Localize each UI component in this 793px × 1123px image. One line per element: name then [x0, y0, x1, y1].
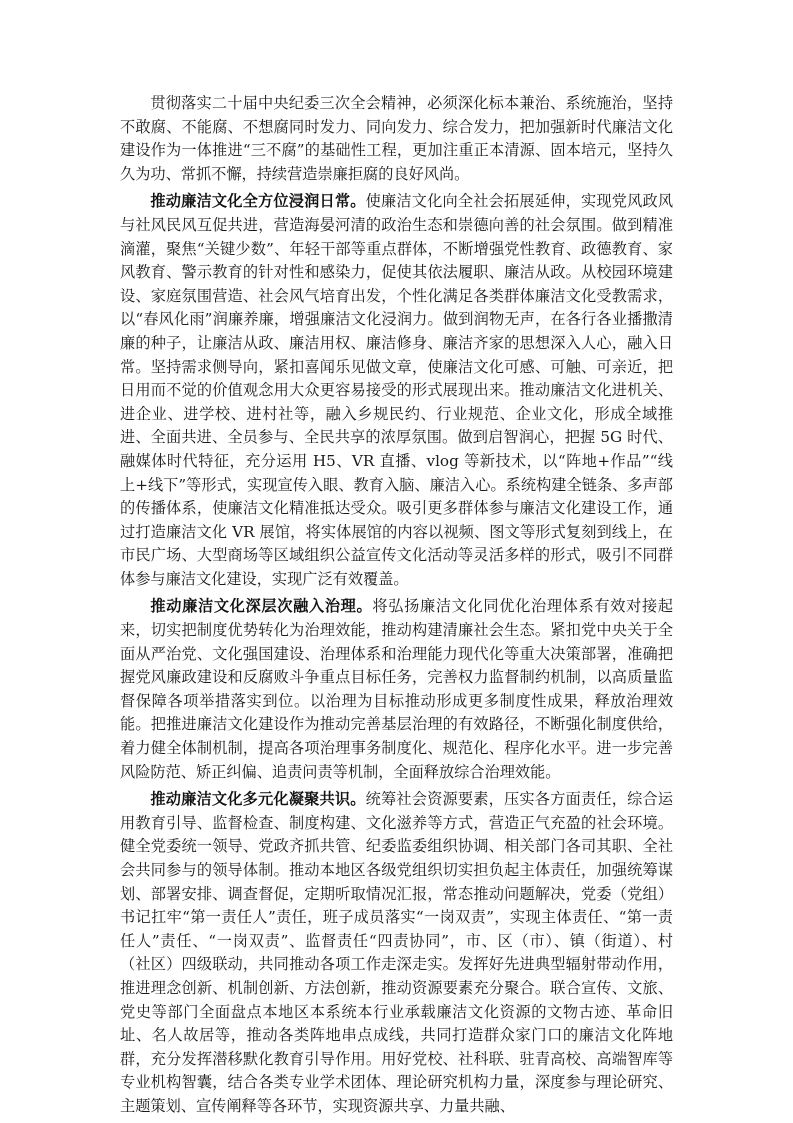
document-body — [120, 92, 673, 1123]
paragraph-daily-text: 使廉洁文化向全社会拓展延伸，实现党风政风与社风民风互促共进，营造海晏河清的政治生态和崇德向善的社会氛围。做到精准滴灌，聚焦“关键少数”、年轻干部等重点群体，不断增强党性教育、政德教育、家风教育、警示教育的针对性和感染力，促使其依法履职、廉洁从政。从校园环境建设、家庭氛围营造、社会风气培育出发，个性化满足各类群体廉洁文化受教需求，以“春风化雨”润廉养廉，增强廉洁文化浸润力。做到润物无声，在各行各业播撒清廉的种子，让廉洁从政、廉洁用权、廉洁修身、廉洁齐家的思想深入人心，融入日常。坚持需求侧导向，紧扣喜闻乐见做文章，使廉洁文化可感、可触、可亲近，把日用而不觉的价值观念用大众更容易接受的形式展现出来。推动廉洁文化进机关、进企业、进学校、进村社等，融入乡规民约、行业规范、企业文化，形成全域推进、全面共进、全员参与、全民共享的浓厚氛围。做到启智润心，把握 5G 时代、融媒体时代特征，充分运用 H5、VR 直播、vlog 等新技术，以“阵地+作品”“线上+线下”等形式，实现宣传入眼、教育入脑、廉洁入心。系统构建全链条、多声部的传播体系，使廉洁文化精准抵达受众。吸引更多群体参与廉洁文化建设工作，通过打造廉洁文化 VR 展馆，将实体展馆的内容以视频、图文等形式复刻到线上，在市民广场、大型商场等区域组织公益宣传文化活动等灵活多样的形式，吸引不同群体参与廉洁文化建设，实现广泛有效覆盖。 — [120, 192, 674, 588]
paragraph-intro-text: 贯彻落实二十届中央纪委三次全会精神，必须深化标本兼治、系统施治，坚持不敢腐、不能腐、不想腐同时发力、同向发力、综合发力，把加强新时代廉洁文化建设作为一体推进“三不腐”的基础性工程，更加注重正本清源、固本培元，坚持久久为功、常抓不懈，持续营造崇廉拒腐的良好风尚。 — [120, 94, 673, 183]
paragraph-consensus-text: 统筹社会资源要素，压实各方面责任，综合运用教育引导、监督检查、制度构建、文化滋养等方式，营造正气充盈的社会环境。健全党委统一领导、党政齐抓共管、纪委监委组织协调、相关部门各司其职、全社会共同参与的领导体制。推动本地区各级党组织切实担负起主体责任，加强统筹谋划、部署安排、调查督促，定期听取情况汇报，常态推动问题解决，党委（党组）书记扛牢“第一责任人”责任，班子成员落实“一岗双责”，实现主体责任、“第一责任人”责任、“一岗双责”、监督责任“四责协同”，市、区（市）、镇（街道）、村（社区）四级联动，共同推动各项工作走深走实。发挥好先进典型辐射带动作用，推进理念创新、机制创新、方法创新，推动资源要素充分聚合。联合宣传、文旅、党史等部门全面盘点本地区本系统本行业承载廉洁文化资源的文物古迹、革命旧址、名人故居等，推动各类阵地串点成线，共同打造群众家门口的廉洁文化阵地群，充分发挥潜移默化教育引导作用。用好党校、社科联、驻青高校、高端智库等专业机构智囊，结合各类专业学术团体、理论研究机构力量，深度参与理论研究、主题策划、宣传阐释等各环节，实现资源共享、力量共融、 — [120, 790, 674, 1115]
paragraph-daily-heading: 推动廉洁文化全方位浸润日常。 — [150, 192, 366, 211]
paragraph-governance — [120, 595, 673, 784]
paragraph-consensus-heading: 推动廉洁文化多元化凝聚共识。 — [150, 790, 366, 809]
paragraph-governance-text: 将弘扬廉洁文化同优化治理体系有效对接起来，切实把制度优势转化为治理效能，推动构建清廉社会生态。紧扣党中央关于全面从严治党、文化强国建设、治理体系和治理能力现代化等重大决策部署，准确把握党风廉政建设和反腐败斗争重点目标任务，完善权力监督制约机制，以高质量监督保障各项举措落实到位。以治理为目标推动形成更多制度性成果，释放治理效能。把推进廉洁文化建设作为推动完善基层治理的有效路径，不断强化制度供给，着力健全体制机制，提高各项治理事务制度化、规范化、程序化水平。进一步完善风险防范、矫正纠偏、追责问责等机制，全面释放综合治理效能。 — [120, 597, 674, 781]
paragraph-governance-heading: 推动廉洁文化深层次融入治理。 — [150, 597, 373, 616]
paragraph-consensus — [120, 788, 673, 1118]
paragraph-daily — [120, 190, 673, 591]
paragraph-intro — [120, 92, 673, 186]
